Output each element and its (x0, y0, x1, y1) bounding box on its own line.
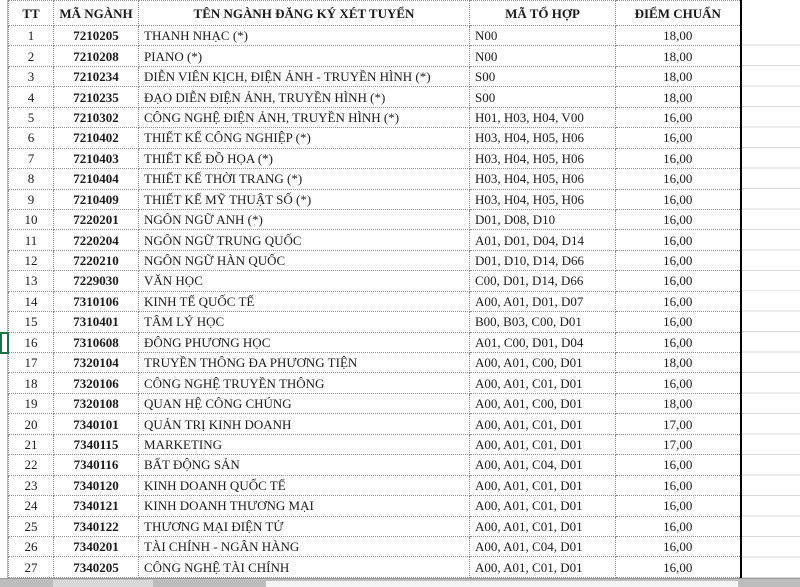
score-cell[interactable]: 16,00 (616, 291, 741, 311)
major-name-cell[interactable]: KINH TẾ QUỐC TẾ (139, 291, 470, 311)
table-row (9, 291, 741, 311)
tt-cell[interactable]: 24 (9, 496, 54, 516)
score-cell[interactable]: 16,00 (616, 516, 741, 536)
score-cell[interactable]: 16,00 (616, 332, 741, 352)
major-code-cell[interactable]: 7310106 (54, 291, 139, 311)
score-cell[interactable]: 16,00 (616, 475, 741, 495)
major-name-cell[interactable]: THANH NHẠC (*) (139, 26, 470, 46)
score-cell[interactable]: 18,00 (616, 66, 741, 86)
major-code-cell[interactable]: 7210402 (54, 128, 139, 148)
tt-cell[interactable]: 15 (9, 312, 54, 332)
score-cell[interactable]: 18,00 (616, 393, 741, 413)
combo-codes-cell[interactable]: A00, A01, C01, D01 (470, 414, 616, 434)
table-row (9, 250, 741, 270)
combo-codes-cell[interactable]: H01, H03, H04, V00 (470, 107, 616, 127)
major-code-cell[interactable]: 7320104 (54, 353, 139, 373)
score-cell[interactable]: 16,00 (616, 107, 741, 127)
table-row (9, 87, 741, 107)
combo-codes-cell[interactable]: A00, A01, C01, D01 (470, 475, 616, 495)
bottom-cutoff-segment-light (53, 580, 153, 587)
tt-cell[interactable]: 9 (9, 189, 54, 209)
tt-cell[interactable]: 1 (9, 26, 54, 46)
major-code-cell[interactable]: 7340121 (54, 496, 139, 516)
table-row (9, 312, 741, 332)
major-name-cell[interactable]: THIẾT KẾ MỸ THUẬT SỐ (*) (139, 189, 470, 209)
major-code-cell[interactable]: 7220210 (54, 250, 139, 270)
tt-cell[interactable]: 23 (9, 475, 54, 495)
table-row (9, 107, 741, 127)
major-name-cell[interactable]: THIẾT KẾ ĐỒ HỌA (*) (139, 148, 470, 168)
major-name-cell[interactable]: TÂM LÝ HỌC (139, 312, 470, 332)
table-row (9, 557, 741, 578)
major-name-cell[interactable]: NGÔN NGỮ ANH (*) (139, 209, 470, 229)
tt-cell[interactable]: 19 (9, 393, 54, 413)
tt-cell[interactable]: 10 (9, 209, 54, 229)
major-name-cell[interactable]: THIẾT KẾ CÔNG NGHIỆP (*) (139, 128, 470, 148)
table-row (9, 393, 741, 413)
major-code-cell[interactable]: 7340115 (54, 434, 139, 454)
tt-cell[interactable]: 27 (9, 557, 54, 578)
major-code-cell[interactable]: 7310608 (54, 332, 139, 352)
header-row (9, 1, 741, 26)
major-code-cell[interactable]: 7210403 (54, 148, 139, 168)
table-row (9, 128, 741, 148)
score-cell[interactable]: 16,00 (616, 373, 741, 393)
header-tt[interactable]: TT (9, 1, 54, 26)
major-name-cell[interactable]: VĂN HỌC (139, 271, 470, 291)
major-name-cell[interactable]: DIỄN VIÊN KỊCH, ĐIỆN ẢNH - TRUYỀN HÌNH (*) (139, 66, 470, 86)
major-name-cell[interactable]: PIANO (*) (139, 46, 470, 66)
tt-cell[interactable]: 3 (9, 66, 54, 86)
major-code-cell[interactable]: 7340205 (54, 557, 139, 578)
combo-codes-cell[interactable]: A00, A01, C01, D01 (470, 373, 616, 393)
major-name-cell[interactable]: KINH DOANH QUỐC TẾ (139, 475, 470, 495)
header-major-code[interactable]: MÃ NGÀNH (54, 1, 139, 26)
major-name-cell[interactable]: TÀI CHÍNH - NGÂN HÀNG (139, 536, 470, 556)
score-cell[interactable]: 16,00 (616, 496, 741, 516)
tt-cell[interactable]: 7 (9, 148, 54, 168)
combo-codes-cell[interactable]: B00, B03, C00, D01 (470, 312, 616, 332)
table-row (9, 230, 741, 250)
major-code-cell[interactable]: 7320108 (54, 393, 139, 413)
tt-cell[interactable]: 5 (9, 107, 54, 127)
major-code-cell[interactable]: 7220201 (54, 209, 139, 229)
score-cell[interactable]: 16,00 (616, 250, 741, 270)
tt-cell[interactable]: 16 (9, 332, 54, 352)
tt-cell[interactable]: 11 (9, 230, 54, 250)
major-code-cell[interactable]: 7229030 (54, 271, 139, 291)
score-cell[interactable]: 16,00 (616, 455, 741, 475)
score-cell[interactable]: 17,00 (616, 434, 741, 454)
combo-codes-cell[interactable]: H03, H04, H05, H06 (470, 169, 616, 189)
major-code-cell[interactable]: 7210205 (54, 26, 139, 46)
combo-codes-cell[interactable]: A00, A01, C04, D01 (470, 536, 616, 556)
major-code-cell[interactable]: 7320106 (54, 373, 139, 393)
tt-cell[interactable]: 4 (9, 87, 54, 107)
table-row (9, 455, 741, 475)
major-code-cell[interactable]: 7340201 (54, 536, 139, 556)
combo-codes-cell[interactable]: A00, A01, C04, D01 (470, 455, 616, 475)
bottom-cutoff-segment-white (266, 581, 738, 587)
combo-codes-cell[interactable]: A00, A01, D01, D07 (470, 291, 616, 311)
table-row (9, 169, 741, 189)
combo-codes-cell[interactable]: H03, H04, H05, H06 (470, 128, 616, 148)
score-cell[interactable]: 16,00 (616, 312, 741, 332)
major-name-cell[interactable]: QUAN HỆ CÔNG CHÚNG (139, 393, 470, 413)
table-row (9, 373, 741, 393)
major-name-cell[interactable]: BẤT ĐỘNG SẢN (139, 455, 470, 475)
score-cell[interactable]: 16,00 (616, 557, 741, 578)
major-name-cell[interactable]: THƯƠNG MẠI ĐIỆN TỬ (139, 516, 470, 536)
major-code-cell[interactable]: 7210234 (54, 66, 139, 86)
major-name-cell[interactable]: QUẢN TRỊ KINH DOANH (139, 414, 470, 434)
major-code-cell[interactable]: 7210208 (54, 46, 139, 66)
left-column-sliver[interactable] (0, 0, 8, 578)
combo-codes-cell[interactable]: S00 (470, 66, 616, 86)
table-row (9, 353, 741, 373)
combo-codes-cell[interactable]: S00 (470, 87, 616, 107)
table-row (9, 516, 741, 536)
combo-codes-cell[interactable]: A01, C00, D01, D04 (470, 332, 616, 352)
major-name-cell[interactable]: CÔNG NGHỆ TRUYỀN THÔNG (139, 373, 470, 393)
tt-cell[interactable]: 26 (9, 536, 54, 556)
major-name-cell[interactable]: ĐÔNG PHƯƠNG HỌC (139, 332, 470, 352)
score-cell[interactable]: 18,00 (616, 353, 741, 373)
major-name-cell[interactable]: ĐẠO DIỄN ĐIỆN ẢNH, TRUYỀN HÌNH (*) (139, 87, 470, 107)
active-cell-selection-border (0, 332, 9, 354)
major-code-cell[interactable]: 7210404 (54, 169, 139, 189)
major-name-cell[interactable]: THIẾT KẾ THỜI TRANG (*) (139, 169, 470, 189)
table-row (9, 148, 741, 168)
combo-codes-cell[interactable]: D01, D10, D14, D66 (470, 250, 616, 270)
table-header (9, 1, 741, 26)
combo-codes-cell[interactable]: A01, D01, D04, D14 (470, 230, 616, 250)
major-code-cell[interactable]: 7340122 (54, 516, 139, 536)
table-row (9, 536, 741, 556)
table-row (9, 332, 741, 352)
tt-cell[interactable]: 6 (9, 128, 54, 148)
table-row (9, 26, 741, 46)
combo-codes-cell[interactable]: N00 (470, 46, 616, 66)
score-cell[interactable]: 18,00 (616, 46, 741, 66)
tt-cell[interactable]: 21 (9, 434, 54, 454)
header-major-name[interactable]: TÊN NGÀNH ĐĂNG KÝ XÉT TUYỂN (139, 1, 470, 26)
major-code-cell[interactable]: 7340120 (54, 475, 139, 495)
tt-cell[interactable]: 13 (9, 271, 54, 291)
major-name-cell[interactable]: TRUYỀN THÔNG ĐA PHƯƠNG TIỆN (139, 353, 470, 373)
tt-cell[interactable]: 14 (9, 291, 54, 311)
major-code-cell[interactable]: 7210235 (54, 87, 139, 107)
table-row (9, 414, 741, 434)
major-code-cell[interactable]: 7210409 (54, 189, 139, 209)
combo-codes-cell[interactable]: A00, A01, C00, D01 (470, 393, 616, 413)
score-cell[interactable]: 17,00 (616, 414, 741, 434)
score-cell[interactable]: 18,00 (616, 26, 741, 46)
table-row (9, 496, 741, 516)
score-cell[interactable]: 16,00 (616, 169, 741, 189)
header-combo-codes[interactable]: MÃ TỔ HỢP (470, 1, 616, 26)
tt-cell[interactable]: 20 (9, 414, 54, 434)
tt-cell[interactable]: 17 (9, 353, 54, 373)
tt-cell[interactable]: 12 (9, 250, 54, 270)
score-cell[interactable]: 16,00 (616, 128, 741, 148)
bottom-cutoff-row (0, 578, 800, 587)
combo-codes-cell[interactable]: A00, A01, C00, D01 (470, 353, 616, 373)
tt-cell[interactable]: 18 (9, 373, 54, 393)
combo-codes-cell[interactable]: A00, A01, C01, D01 (470, 516, 616, 536)
combo-codes-cell[interactable]: H03, H04, H05, H06 (470, 148, 616, 168)
header-benchmark-score[interactable]: ĐIỂM CHUẨN (616, 1, 741, 26)
major-code-cell[interactable]: 7210302 (54, 107, 139, 127)
major-code-cell[interactable]: 7310401 (54, 312, 139, 332)
tt-cell[interactable]: 25 (9, 516, 54, 536)
major-name-cell[interactable]: NGÔN NGỮ TRUNG QUỐC (139, 230, 470, 250)
major-name-cell[interactable]: KINH DOANH THƯƠNG MẠI (139, 496, 470, 516)
score-cell[interactable]: 16,00 (616, 148, 741, 168)
major-name-cell[interactable]: CÔNG NGHỆ TÀI CHÍNH (139, 557, 470, 578)
table-row (9, 189, 741, 209)
major-name-cell[interactable]: NGÔN NGỮ HÀN QUỐC (139, 250, 470, 270)
score-cell[interactable]: 16,00 (616, 209, 741, 229)
combo-codes-cell[interactable]: D01, D08, D10 (470, 209, 616, 229)
score-cell[interactable]: 16,00 (616, 271, 741, 291)
major-code-cell[interactable]: 7340101 (54, 414, 139, 434)
score-cell[interactable]: 16,00 (616, 536, 741, 556)
table-row (9, 46, 741, 66)
tt-cell[interactable]: 22 (9, 455, 54, 475)
score-cell[interactable]: 16,00 (616, 230, 741, 250)
combo-codes-cell[interactable]: A00, A01, C01, D01 (470, 434, 616, 454)
table-row (9, 475, 741, 495)
table-row (9, 434, 741, 454)
major-name-cell[interactable]: CÔNG NGHỆ ĐIỆN ẢNH, TRUYỀN HÌNH (*) (139, 107, 470, 127)
spreadsheet-gridlines-right (742, 25, 800, 578)
table-row (9, 209, 741, 229)
major-code-cell[interactable]: 7220204 (54, 230, 139, 250)
combo-codes-cell[interactable]: N00 (470, 26, 616, 46)
admission-scores-table (8, 0, 742, 578)
combo-codes-cell[interactable]: A00, A01, C01, D01 (470, 557, 616, 578)
score-cell[interactable]: 16,00 (616, 189, 741, 209)
table-row (9, 66, 741, 86)
table-row (9, 271, 741, 291)
major-code-cell[interactable]: 7340116 (54, 455, 139, 475)
tt-cell[interactable]: 2 (9, 46, 54, 66)
major-name-cell[interactable]: MARKETING (139, 434, 470, 454)
combo-codes-cell[interactable]: A00, A01, C01, D01 (470, 496, 616, 516)
combo-codes-cell[interactable]: H03, H04, H05, H06 (470, 189, 616, 209)
combo-codes-cell[interactable]: C00, D01, D14, D66 (470, 271, 616, 291)
tt-cell[interactable]: 8 (9, 169, 54, 189)
score-cell[interactable]: 18,00 (616, 87, 741, 107)
table-body (9, 26, 741, 578)
